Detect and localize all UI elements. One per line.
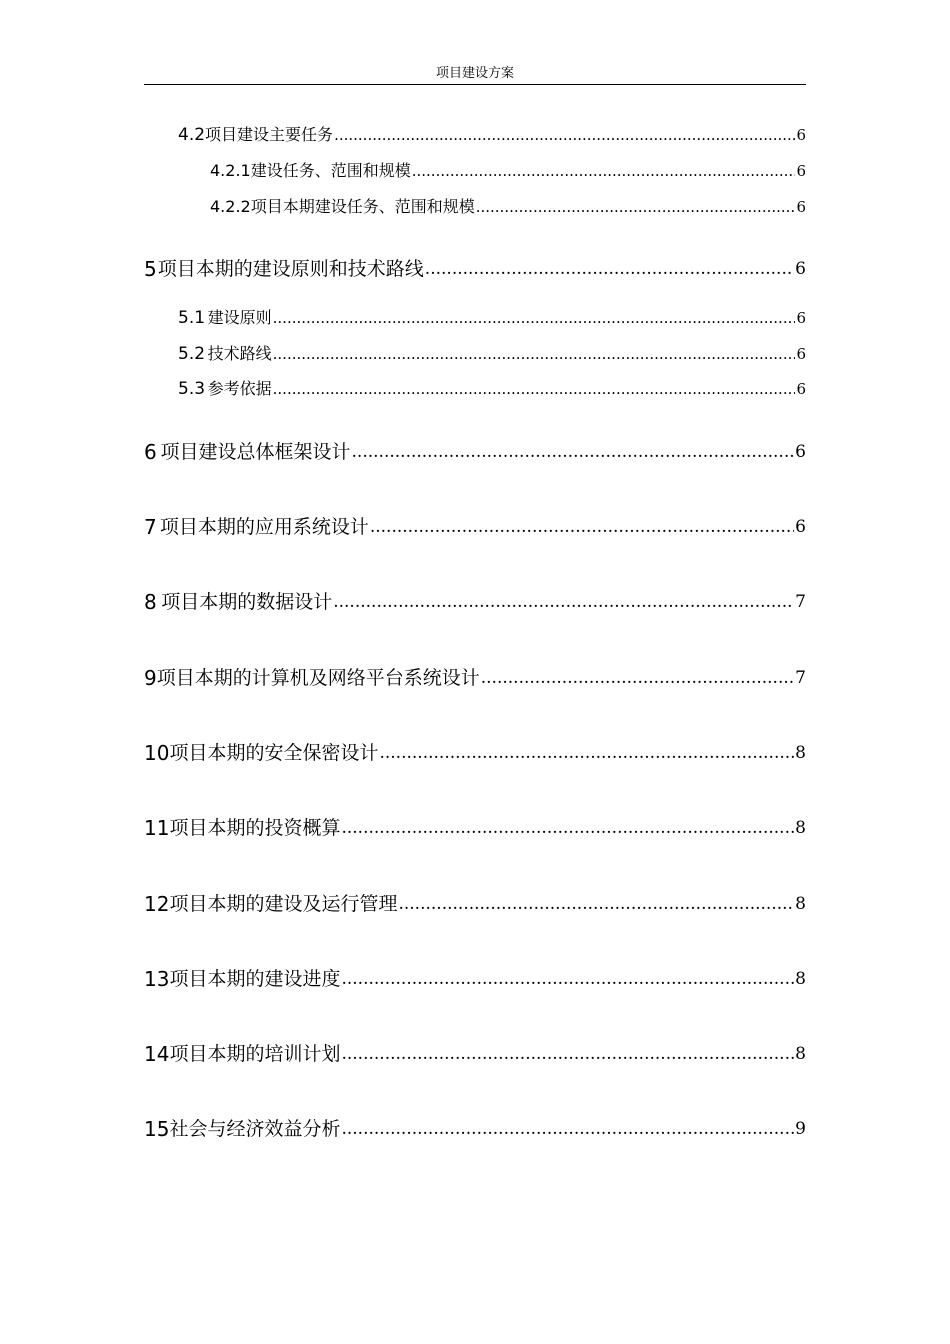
toc-leader — [273, 344, 796, 364]
toc-page-number: 6 — [795, 517, 806, 537]
toc-title: 项目本期的建设及运行管理 — [169, 893, 398, 915]
toc-leader — [341, 1117, 794, 1141]
toc-page-number: 6 — [796, 162, 806, 180]
toc-entry[interactable] — [178, 344, 806, 364]
toc-page-number: 6 — [796, 345, 806, 363]
toc-title: 项目本期建设任务、范围和规模 — [250, 197, 475, 216]
toc-page-number: 6 — [795, 259, 806, 279]
toc-number: 14 — [144, 1042, 170, 1066]
toc-number: 5.3 — [178, 379, 206, 399]
toc-number: 5 — [144, 257, 157, 281]
toc-title: 项目本期的应用系统设计 — [159, 516, 369, 538]
toc-leader — [334, 125, 795, 145]
toc-page-number: 6 — [795, 442, 806, 462]
toc-page-number: 8 — [795, 818, 806, 838]
toc-leader — [341, 1042, 794, 1066]
toc-entry[interactable] — [144, 892, 806, 916]
toc-number: 11 — [144, 816, 170, 840]
toc-page-number: 6 — [796, 126, 806, 144]
toc-entry[interactable] — [144, 590, 806, 614]
toc-title: 建设原则 — [207, 308, 272, 327]
toc-title: 项目建设主要任务 — [205, 125, 334, 144]
page-header: 项目建设方案 — [144, 66, 806, 85]
toc-number: 8 — [144, 590, 157, 614]
toc-leader — [333, 590, 794, 614]
toc-leader — [273, 308, 796, 328]
toc-title: 参考依据 — [207, 379, 272, 398]
toc-title: 项目本期的安全保密设计 — [169, 742, 379, 764]
toc-number: 4.2.1 — [210, 161, 251, 180]
toc-page-number: 7 — [795, 592, 806, 612]
toc-entry[interactable] — [210, 161, 806, 181]
toc-entry[interactable] — [144, 1042, 806, 1066]
toc-leader — [379, 741, 794, 765]
toc-number: 5.1 — [178, 308, 206, 328]
toc-entry[interactable] — [210, 197, 806, 217]
toc-entry[interactable] — [144, 1117, 806, 1141]
toc-leader — [398, 892, 794, 916]
toc-number: 4.2 — [178, 125, 206, 145]
toc-number: 13 — [144, 967, 170, 991]
toc-entry[interactable] — [144, 440, 806, 464]
toc-leader — [341, 967, 794, 991]
toc-title: 项目本期的计算机及网络平台系统设计 — [156, 667, 480, 689]
toc-number: 7 — [144, 515, 157, 539]
toc-page-number: 8 — [795, 1044, 806, 1064]
toc-page-number: 8 — [795, 894, 806, 914]
toc-number: 9 — [144, 666, 157, 690]
toc-number: 12 — [144, 892, 170, 916]
toc-entry[interactable] — [144, 967, 806, 991]
toc-title: 建设任务、范围和规模 — [250, 161, 411, 180]
toc-entry[interactable] — [144, 741, 806, 765]
toc-entry[interactable] — [144, 816, 806, 840]
toc-title: 社会与经济效益分析 — [169, 1118, 341, 1140]
toc-number: 10 — [144, 741, 170, 765]
toc-entry[interactable] — [178, 125, 806, 145]
toc-leader — [273, 379, 796, 399]
toc-number: 5.2 — [178, 344, 206, 364]
toc-entry[interactable] — [178, 379, 806, 399]
toc-page-number: 6 — [796, 309, 806, 327]
toc-title: 项目建设总体框架设计 — [160, 441, 351, 463]
toc-page-number: 8 — [795, 743, 806, 763]
toc-leader — [352, 440, 795, 464]
toc-page-number: 9 — [795, 1119, 806, 1139]
toc-number: 4.2.2 — [210, 197, 251, 216]
toc-entry[interactable] — [178, 308, 806, 328]
toc-leader — [412, 161, 796, 181]
toc-entry[interactable] — [144, 666, 806, 690]
toc-leader — [481, 666, 794, 690]
toc-title: 项目本期的培训计划 — [169, 1043, 341, 1065]
toc-title: 项目本期的投资概算 — [169, 817, 341, 839]
toc-number: 6 — [144, 440, 157, 464]
toc-entry[interactable] — [144, 515, 806, 539]
toc-page-number: 7 — [795, 668, 806, 688]
toc-title: 项目本期的建设进度 — [169, 968, 341, 990]
toc-number: 15 — [144, 1117, 170, 1141]
toc-page-number: 8 — [795, 969, 806, 989]
toc-page-number: 6 — [796, 198, 806, 216]
toc-leader — [341, 816, 794, 840]
toc-title: 项目本期的数据设计 — [161, 591, 333, 613]
toc-leader — [425, 257, 794, 281]
toc-page-number: 6 — [796, 380, 806, 398]
toc-title: 项目本期的建设原则和技术路线 — [157, 258, 424, 280]
toc-entry[interactable] — [144, 257, 806, 281]
toc-leader — [370, 515, 794, 539]
toc-title: 技术路线 — [207, 344, 272, 363]
toc-leader — [476, 197, 796, 217]
